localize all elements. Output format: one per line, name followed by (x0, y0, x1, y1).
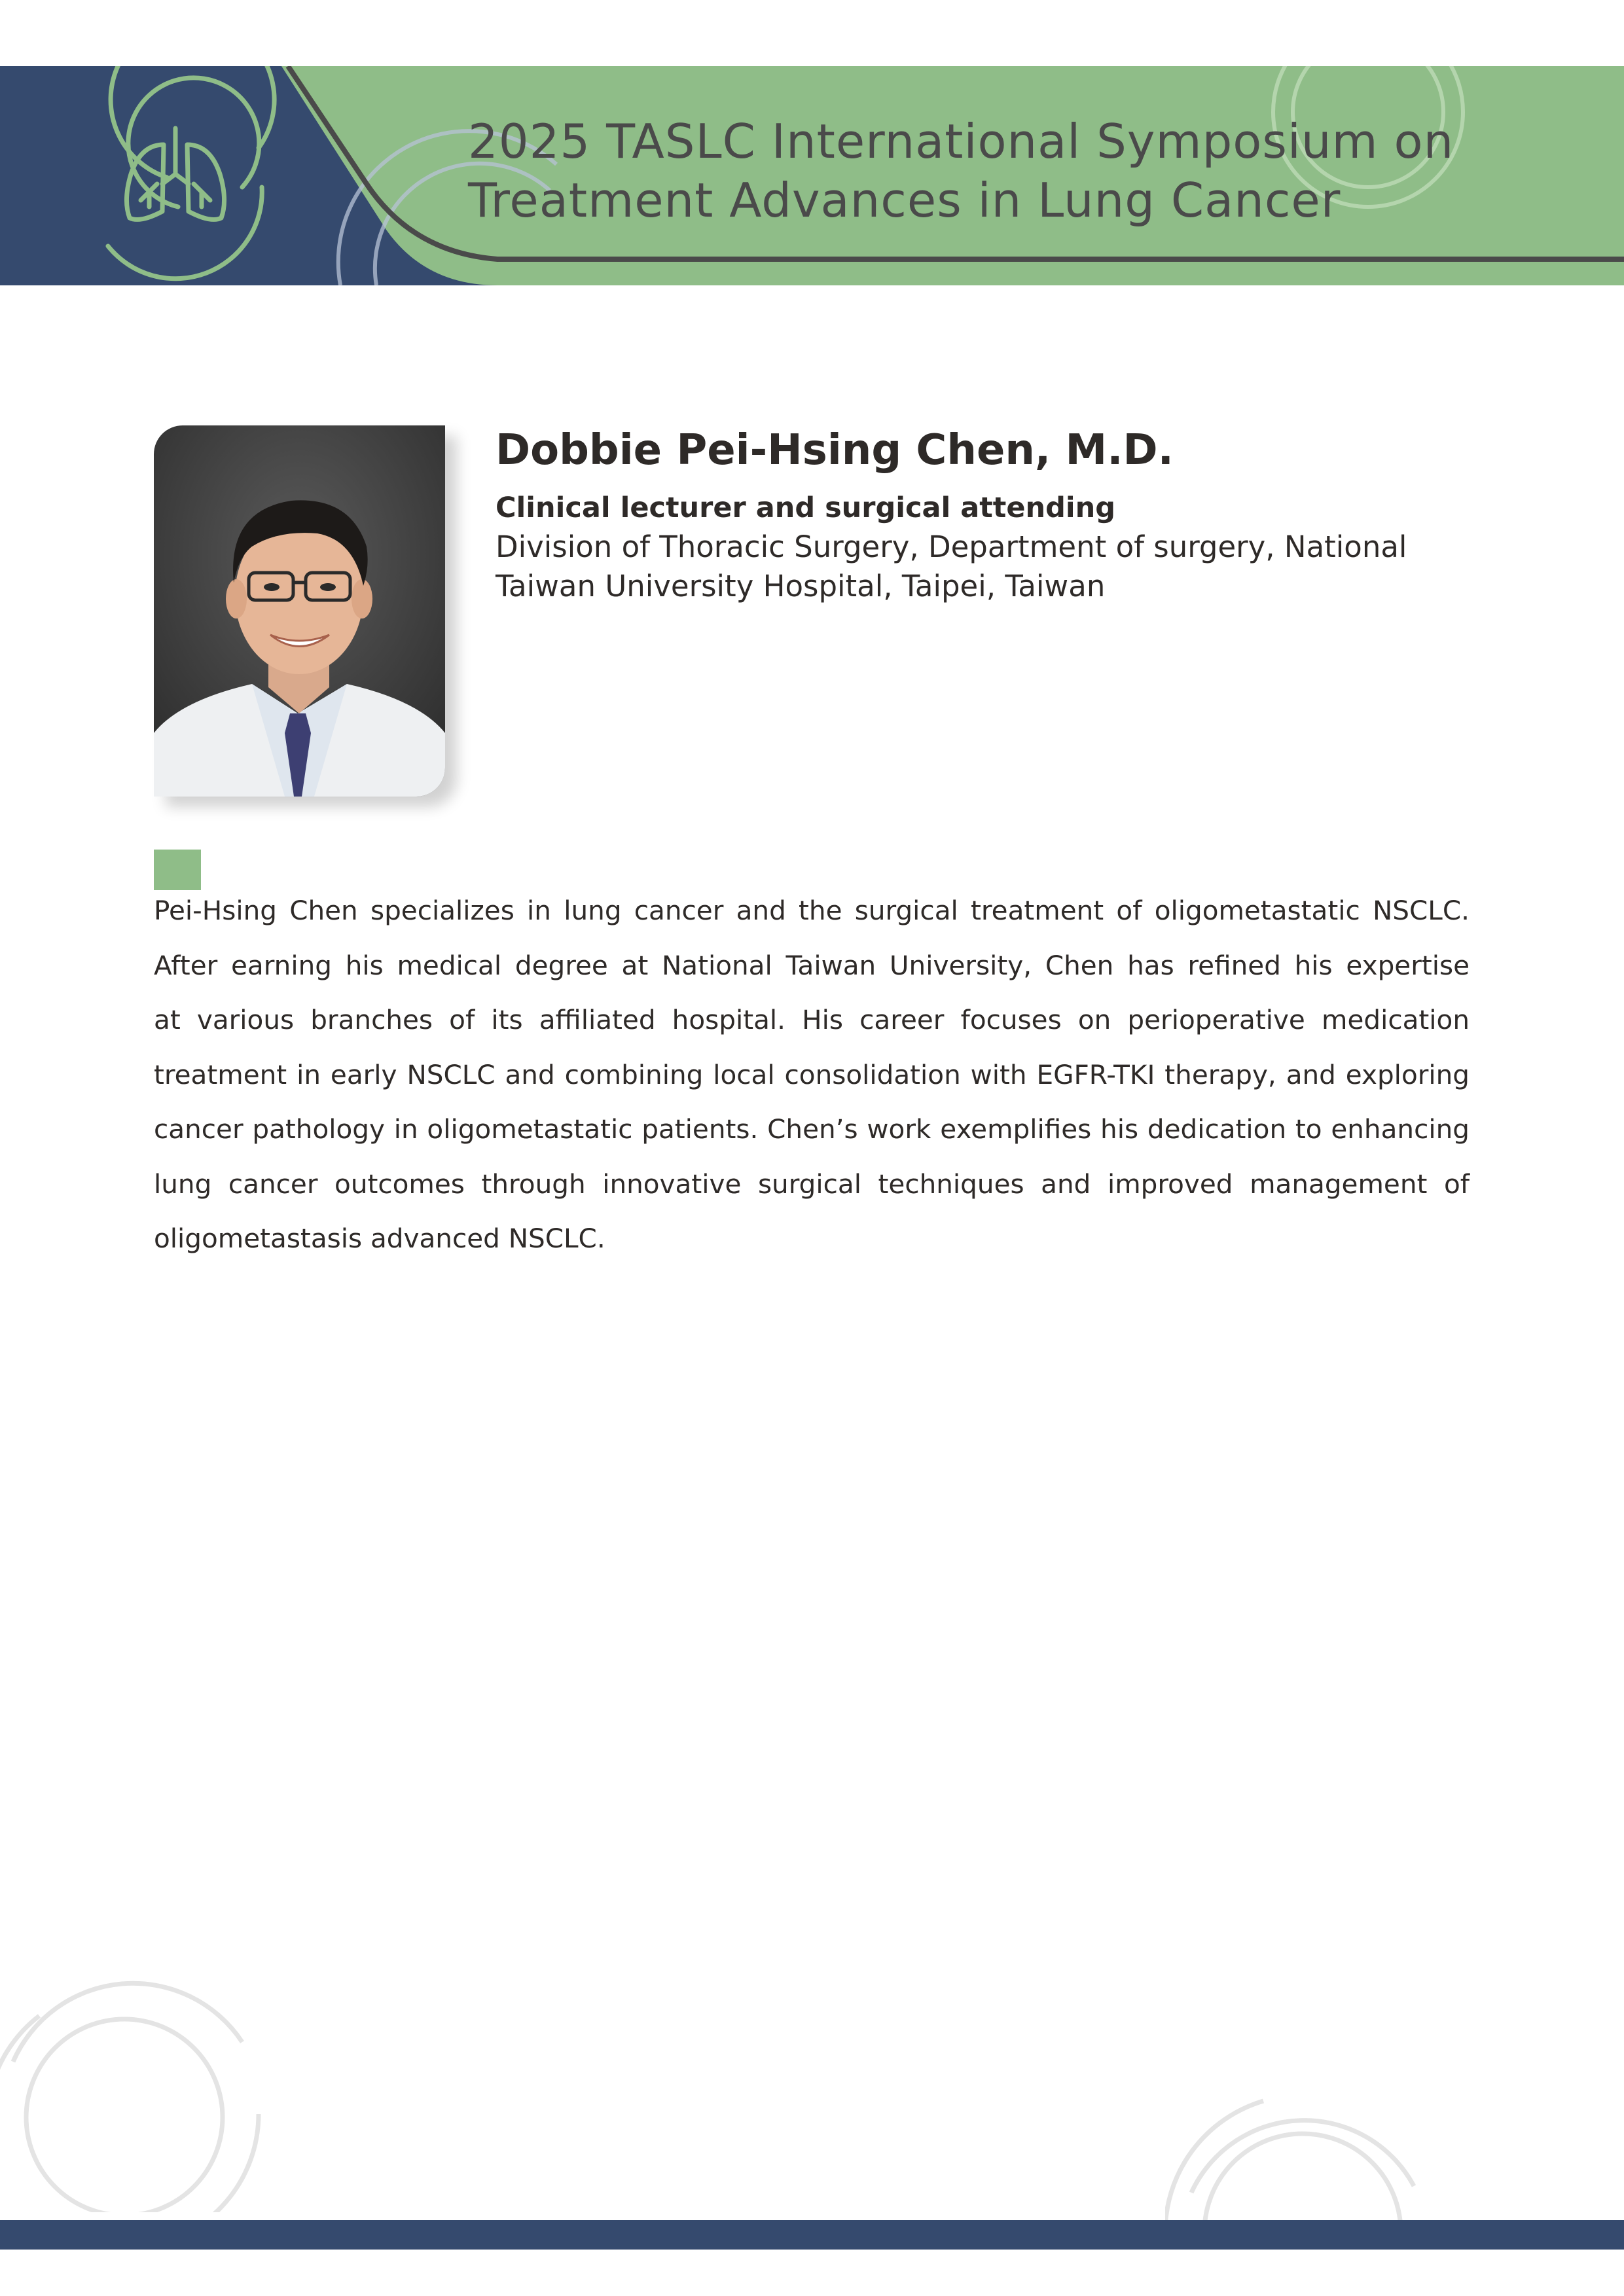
speaker-affiliation-line-1: Division of Thoracic Surgery, Department of surgery, National (496, 529, 1407, 564)
speaker-photo (154, 425, 445, 797)
bio-line: oligometastasis advanced NSCLC. (154, 1223, 605, 1254)
speaker-biography (154, 884, 1470, 1266)
speaker-role: Clinical lecturer and surgical attending (496, 492, 1116, 524)
bio-line: treatment in early NSCLC and combining local consolidation with EGFR-TKI therapy, and exploring (154, 1058, 1470, 1090)
speaker-info (496, 419, 1471, 606)
bio-line: After earning his medical degree at National Taiwan University, Chen has refined his expertise (154, 949, 1470, 981)
decorative-rings-bottom-left (0, 1977, 275, 2212)
speaker-affiliation (496, 528, 1471, 606)
bio-line: at various branches of its affiliated hospital. His career focuses on perioperative medication (154, 1004, 1470, 1035)
header-banner (0, 66, 1624, 285)
bio-line: lung cancer outcomes through innovative surgical techniques and improved management of (154, 1168, 1470, 1200)
bio-line: cancer pathology in oligometastatic patients. Chen’s work exemplifies his dedication to enhancing (154, 1113, 1470, 1145)
bio-line: Pei-Hsing Chen specializes in lung cancer and the surgical treatment of oligometastatic NSCLC. (154, 895, 1470, 926)
symposium-title-line-1: 2025 TASLC International Symposium on (468, 114, 1454, 169)
symposium-title-line-2: Treatment Advances in Lung Cancer (468, 173, 1341, 228)
speaker-affiliation-line-2: Taiwan University Hospital, Taipei, Taiwan (496, 569, 1106, 603)
speaker-name: Dobbie Pei-Hsing Chen, M.D. (496, 426, 1174, 475)
footer-bar (0, 2220, 1624, 2250)
symposium-title (468, 112, 1581, 230)
decorative-rings-bottom-right (1165, 2094, 1440, 2225)
